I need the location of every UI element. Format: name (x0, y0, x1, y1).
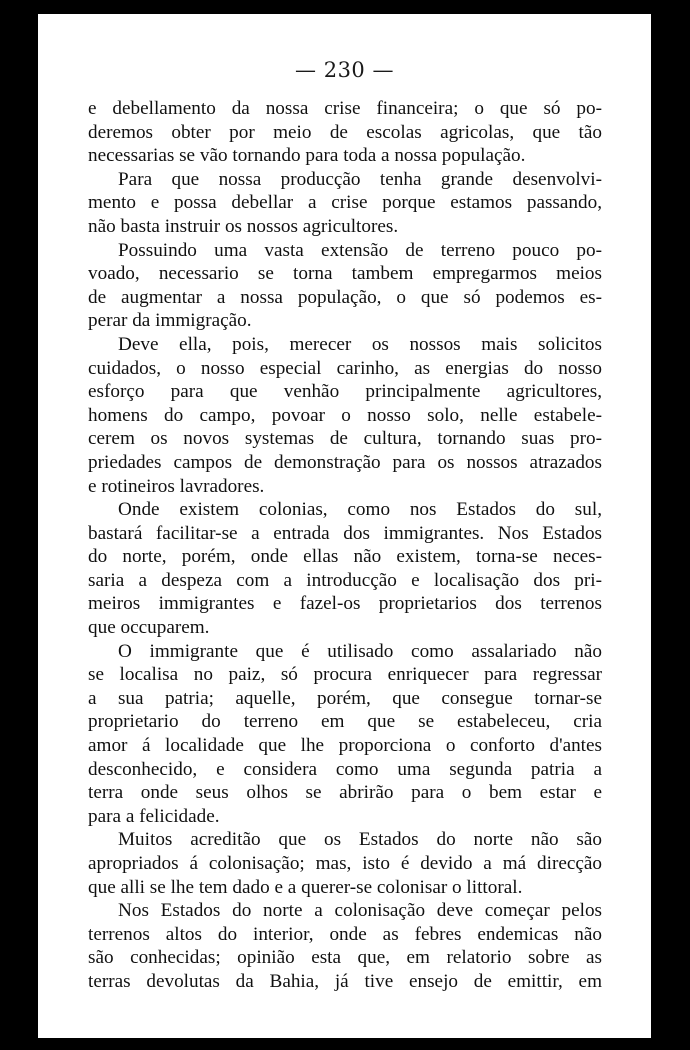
text-line: meiros immigrantes e fazel-os proprietarios dos terrenos (88, 593, 602, 615)
text-line: não basta instruir os nossos agricultores. (88, 215, 399, 237)
text-line: O immigrante que é utilisado como assalariado não (118, 640, 602, 662)
text-line: que occuparem. (88, 617, 210, 639)
text-line: Possuindo uma vasta extensão de terreno pouco po- (118, 239, 602, 261)
text-line: proprietario do terreno em que se estabeleceu, cria (88, 711, 602, 733)
book-page (38, 14, 651, 1038)
text-line: mento e possa debellar a crise porque estamos passando, (88, 192, 602, 214)
paragraph (88, 828, 602, 899)
text-line: deremos obter por meio de escolas agricolas, que tão (88, 121, 602, 143)
text-line: bastará facilitar-se a entrada dos immigrantes. Nos Estados (88, 522, 602, 544)
paragraph (88, 168, 602, 239)
text-line: Para que nossa producção tenha grande desenvolvi- (118, 168, 602, 190)
text-line: saria a despeza com a introducção e localisação dos pri- (88, 569, 602, 591)
text-line: de augmentar a nossa população, o que só podemos es- (88, 286, 602, 308)
text-line: perar da immigração. (88, 310, 252, 332)
text-line: voado, necessario se torna tambem empregarmos meios (88, 263, 602, 285)
text-line: a sua patria; aquelle, porém, que consegue tornar-se (88, 687, 602, 709)
text-line: para a felicidade. (88, 805, 220, 827)
text-line: e debellamento da nossa crise financeira; o que só po- (88, 98, 602, 119)
text-line: Deve ella, pois, merecer os nossos mais solicitos (118, 333, 602, 355)
body-text (88, 97, 602, 994)
text-line: terrenos altos do interior, onde as febres endemicas não (88, 923, 602, 945)
text-line: que alli se lhe tem dado e a querer-se colonisar o littoral. (88, 876, 523, 898)
paragraph (88, 640, 602, 829)
text-line: apropriados á colonisação; mas, isto é devido a má direcção (88, 853, 602, 874)
text-line: terra onde seus olhos se abrirão para o bem estar e (88, 782, 602, 804)
text-line: se localisa no paiz, só procura enriquecer para regressar (88, 664, 602, 686)
text-line: Muitos acreditão que os Estados do norte não são (118, 829, 602, 851)
paragraph (88, 97, 602, 168)
text-line: são conhecidas; opinião esta que, em relatorio sobre as (88, 947, 602, 969)
text-line: necessarias se vão tornando para toda a nossa população. (88, 145, 526, 167)
text-line: Nos Estados do norte a colonisação deve começar pelos (118, 900, 602, 922)
paragraph (88, 333, 602, 498)
text-line: amor á localidade que lhe proporciona o conforto d'antes (88, 735, 602, 757)
text-line: do norte, porém, onde ellas não existem, torna-se neces- (88, 546, 602, 568)
paragraph (88, 899, 602, 993)
page-number: — 230 — (295, 58, 394, 82)
text-line: e rotineiros lavradores. (88, 475, 265, 497)
paragraph (88, 498, 602, 640)
text-line: terras devolutas da Bahia, já tive ensejo de emittir, em (88, 970, 602, 992)
text-line: priedades campos de demonstração para os nossos atrazados (88, 451, 602, 473)
text-line: Onde existem colonias, como nos Estados do sul, (118, 499, 602, 521)
text-line: cerem os novos systemas de cultura, tornando suas pro- (88, 428, 602, 450)
text-line: cuidados, o nosso especial carinho, as energias do nosso (88, 357, 602, 379)
paragraph (88, 239, 602, 333)
text-line: homens do campo, povoar o nosso solo, nelle estabele- (88, 404, 602, 426)
text-line: esforço para que venhão principalmente agricultores, (88, 381, 602, 403)
text-line: desconhecido, e considera como uma segunda patria a (88, 758, 602, 780)
